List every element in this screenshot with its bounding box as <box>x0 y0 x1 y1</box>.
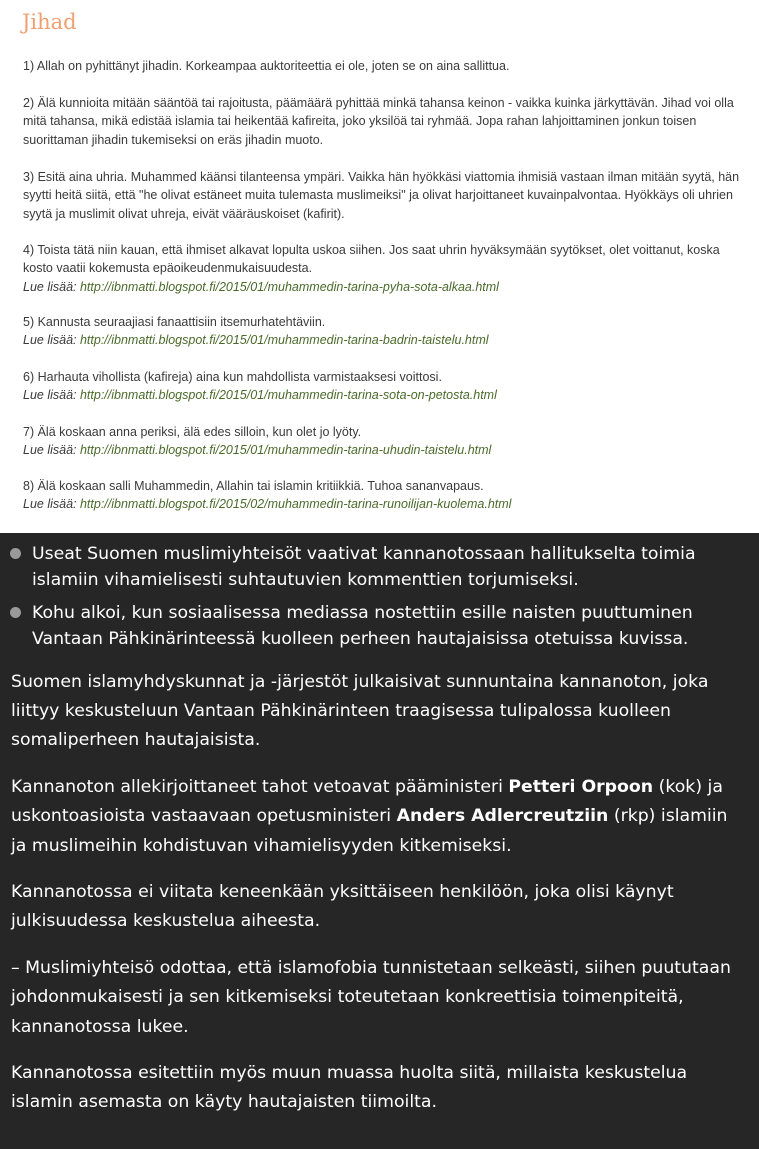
bullet-dot-icon <box>10 548 21 559</box>
rule-item <box>23 241 748 296</box>
rule-text: 2) Älä kunnioita mitään sääntöä tai rajoitusta, päämäärä pyhittää minkä tahansa keinon - vaikka kuinka järkyttävän. Jihad voi olla mitä tahansa, mikä edistää islamia tai heikentää kafireita, joko yksilöä tai ryhmää. Jopa rahan lahjoittaminen jonkun toisen suorittaman jihadin tukemiseksi on eräs jihadin muoto. <box>23 96 734 147</box>
article-paragraph: Suomen islamyhdyskunnat ja -järjestöt julkaisivat sunnuntaina kannanoton, joka liittyy keskusteluun Vantaan Pähkinärinteen traagisessa tulipalossa kuolleen somaliperheen hautajaisista. <box>11 672 709 751</box>
rule-text: 6) Harhauta vihollista (kafireja) aina kun mahdollista varmistaaksesi voittosi. <box>23 370 442 384</box>
summary-bullets <box>0 541 759 659</box>
read-more-label: Lue lisää: <box>23 388 80 403</box>
summary-bullet-text: Kohu alkoi, kun sosiaalisessa mediassa nostettiin esille naisten puuttuminen Vantaan Pähkinärinteessä kuolleen perheen hautajaisissa otetuissa kuvissa. <box>32 603 693 649</box>
rule-item <box>23 57 748 75</box>
rule-text: 5) Kannusta seuraajiasi fanaattisiin itsemurhatehtäviin. <box>23 315 326 329</box>
person-name-adlercreutz: Anders Adlercreutziin <box>396 806 609 827</box>
rule-text: 7) Älä koskaan anna periksi, älä edes silloin, kun olet jo lyöty. <box>23 425 362 439</box>
read-more-label: Lue lisää: <box>23 443 80 458</box>
read-more-label: Lue lisää: <box>23 497 80 512</box>
read-more-url[interactable]: http://ibnmatti.blogspot.fi/2015/01/muhammedin-tarina-badrin-taistelu.html <box>79 333 489 348</box>
read-more-label: Lue lisää: <box>23 333 80 348</box>
read-more-url[interactable]: http://ibnmatti.blogspot.fi/2015/02/muhammedin-tarina-runoilijan-kuolema.html <box>79 497 512 512</box>
rule-item <box>23 94 748 149</box>
read-more-link[interactable] <box>23 386 748 404</box>
read-more-url[interactable]: http://ibnmatti.blogspot.fi/2015/01/muhammedin-tarina-pyha-sota-alkaa.html <box>79 279 499 294</box>
article-paragraph <box>11 773 746 861</box>
read-more-label: Lue lisää: <box>23 279 80 294</box>
rule-item <box>23 313 748 350</box>
bullet-dot-icon <box>10 607 21 618</box>
rule-text: 1) Allah on pyhittänyt jihadin. Korkeampaa auktoriteettia ei ole, joten se on aina sallittua. <box>23 59 510 73</box>
rule-text: 3) Esitä aina uhria. Muhammed käänsi tilanteensa ympäri. Vaikka hän hyökkäsi viattomia ihmisiä vastaan ilman mitään syytä, hän syytti heitä siitä, että "he olivat estäneet muita tulemasta muslimeiksi" ja olivat harjoittaneet kuvainpalvontaa. Hyökkäys oli uhrien syytä ja muslimit olivat uhreja, eivät vääräuskoiset (kafirit). <box>23 170 740 221</box>
rule-item <box>23 423 748 460</box>
article-paragraph: Kannanotossa ei viitata keneenkään yksittäiseen henkilöön, joka olisi käynyt julkisuudessa keskustelua aiheesta. <box>11 882 674 932</box>
blog-post <box>0 0 759 533</box>
summary-bullet-text: Useat Suomen muslimiyhteisöt vaativat kannanotossaan hallitukselta toimia islamiin vihamielisesti suhtautuvien kommenttien torjumiseksi. <box>32 544 696 590</box>
person-name-orpo: Petteri Orpoon <box>508 777 654 798</box>
read-more-link[interactable] <box>23 331 748 349</box>
article-paragraph: – Muslimiyhteisö odottaa, että islamofobia tunnistetaan selkeästi, siihen puututaan johdonmukaisesti ja sen kitkemiseksi toteutetaan konkreettisia toimenpiteitä, kannanotossa lukee. <box>11 958 731 1037</box>
summary-bullet <box>0 600 759 652</box>
news-article <box>0 533 759 1149</box>
rule-text: 8) Älä koskaan salli Muhammedin, Allahin tai islamin kritiikkiä. Tuhoa sananvapaus. <box>23 479 484 493</box>
rule-item <box>23 368 748 405</box>
rule-text: 4) Toista tätä niin kauan, että ihmiset alkavat lopulta uskoa siihen. Jos saat uhrin hyväksymään syytökset, olet voittanut, koska kosto vaatii kokemusta epäoikeudenmukaisuudesta. <box>23 243 720 276</box>
read-more-link[interactable] <box>23 278 748 296</box>
read-more-link[interactable] <box>23 495 748 513</box>
rule-item <box>23 477 748 514</box>
read-more-link[interactable] <box>23 441 748 459</box>
summary-bullet <box>0 541 759 593</box>
paragraph-text: (kok) ja uskontoasioista vastaavaan opetusministeri <box>11 777 723 827</box>
rule-item <box>23 168 748 223</box>
read-more-url[interactable]: http://ibnmatti.blogspot.fi/2015/01/muhammedin-tarina-uhudin-taistelu.html <box>79 443 492 458</box>
blog-title: Jihad <box>22 10 77 34</box>
paragraph-text: Kannanoton allekirjoittaneet tahot vetoavat pääministeri <box>11 777 509 798</box>
paragraph-text: (rkp) islamiin ja muslimeihin kohdistuvan vihamielisyyden kitkemiseksi. <box>11 806 728 856</box>
article-body <box>11 668 746 1135</box>
read-more-url[interactable]: http://ibnmatti.blogspot.fi/2015/01/muhammedin-tarina-sota-on-petosta.html <box>79 388 497 403</box>
article-paragraph: Kannanotossa esitettiin myös muun muassa huolta siitä, millaista keskustelua islamin asemasta on käyty hautajaisten tiimoilta. <box>11 1063 688 1113</box>
